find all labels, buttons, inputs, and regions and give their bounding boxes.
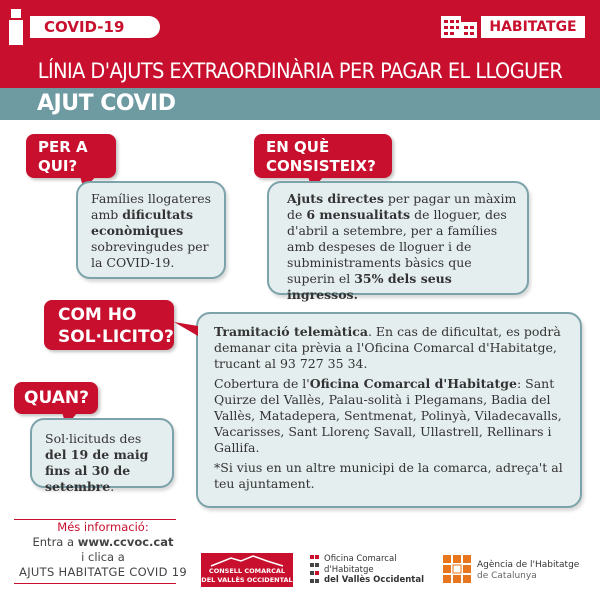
page-subtitle: AJUT COVID bbox=[37, 91, 176, 116]
more-info-line2: i clica a bbox=[81, 550, 125, 564]
page-title: LÍNIA D'AJUTS EXTRAORDINÀRIA PER PAGAR EL LLOGUER bbox=[37, 59, 563, 83]
en-que-consisteix-label: EN QUÈ CONSISTEIX? bbox=[254, 134, 392, 178]
quan-label: QUAN? bbox=[14, 382, 98, 414]
oficina-comarcal-logo: Oficina Comarcal d'Habitatge del Vallès Occidental bbox=[310, 553, 425, 587]
habitatge-tag: HABITATGE bbox=[481, 16, 585, 38]
com-ho-pointer bbox=[174, 322, 198, 336]
agencia-grid-icon bbox=[443, 555, 471, 583]
com-ho-sollicito-box: Tramitació telemàtica. En cas de dificultat, es podrà demanar cita prèvia a l'Oficina Comarcal d'Habitatge, trucant al 93 727 35 34. Cobertura de l'Oficina Comarcal d'Habitatge: Sant Quirze del Vallès, Palau-solità i Plegamans, Badia del Vallès, Matadepera, Sentmenat, Polinyà, Viladecavalls, Vacarisses, Sant Llorenç Savall, Ullastrell, Rellinars i Gallifa. *Si vius en un altre municipi de la comarca, adreça't al teu ajuntament. bbox=[196, 312, 582, 508]
info-icon bbox=[9, 9, 23, 45]
more-info-block bbox=[14, 520, 192, 580]
more-info-url[interactable]: www.ccvoc.cat bbox=[77, 535, 174, 549]
com-ho-sollicito-label: COM HO SOL·LICITO? bbox=[44, 300, 174, 350]
more-info-line1: Entra a www.ccvoc.cat bbox=[32, 535, 174, 549]
more-info-label: Més informació: bbox=[57, 520, 149, 534]
agencia-habitatge-logo: Agència de l'Habitatge de Catalunya bbox=[441, 553, 591, 587]
header-band bbox=[0, 0, 600, 88]
oficina-squares-icon bbox=[310, 555, 320, 585]
en-que-consisteix-box: Ajuts directes per pagar un màxim de 6 mensualitats de lloguer, des d'abril a setembre, per a famílies amb despeses de lloguer i de subministraments bàsics que superin el 35% dels seus ingressos. bbox=[267, 181, 529, 295]
mountain-icon bbox=[201, 555, 293, 567]
footer-divider-bottom bbox=[14, 583, 176, 584]
quan-box: Sol·licituds des del 19 de maig fins al 30 de setembre. bbox=[30, 418, 174, 488]
more-info-line3: AJUTS HABITATGE COVID 19 bbox=[19, 565, 187, 579]
consell-comarcal-logo: CONSELL COMARCAL DEL VALLÈS OCCIDENTAL bbox=[201, 553, 293, 587]
per-a-qui-box: Famílies llogateres amb dificultats econòmiques sobrevingudes per la COVID-19. bbox=[76, 181, 226, 279]
per-a-qui-label: PER A QUI? bbox=[26, 134, 116, 178]
building-icon bbox=[441, 12, 477, 38]
covid-tag: COVID-19 bbox=[30, 16, 160, 38]
